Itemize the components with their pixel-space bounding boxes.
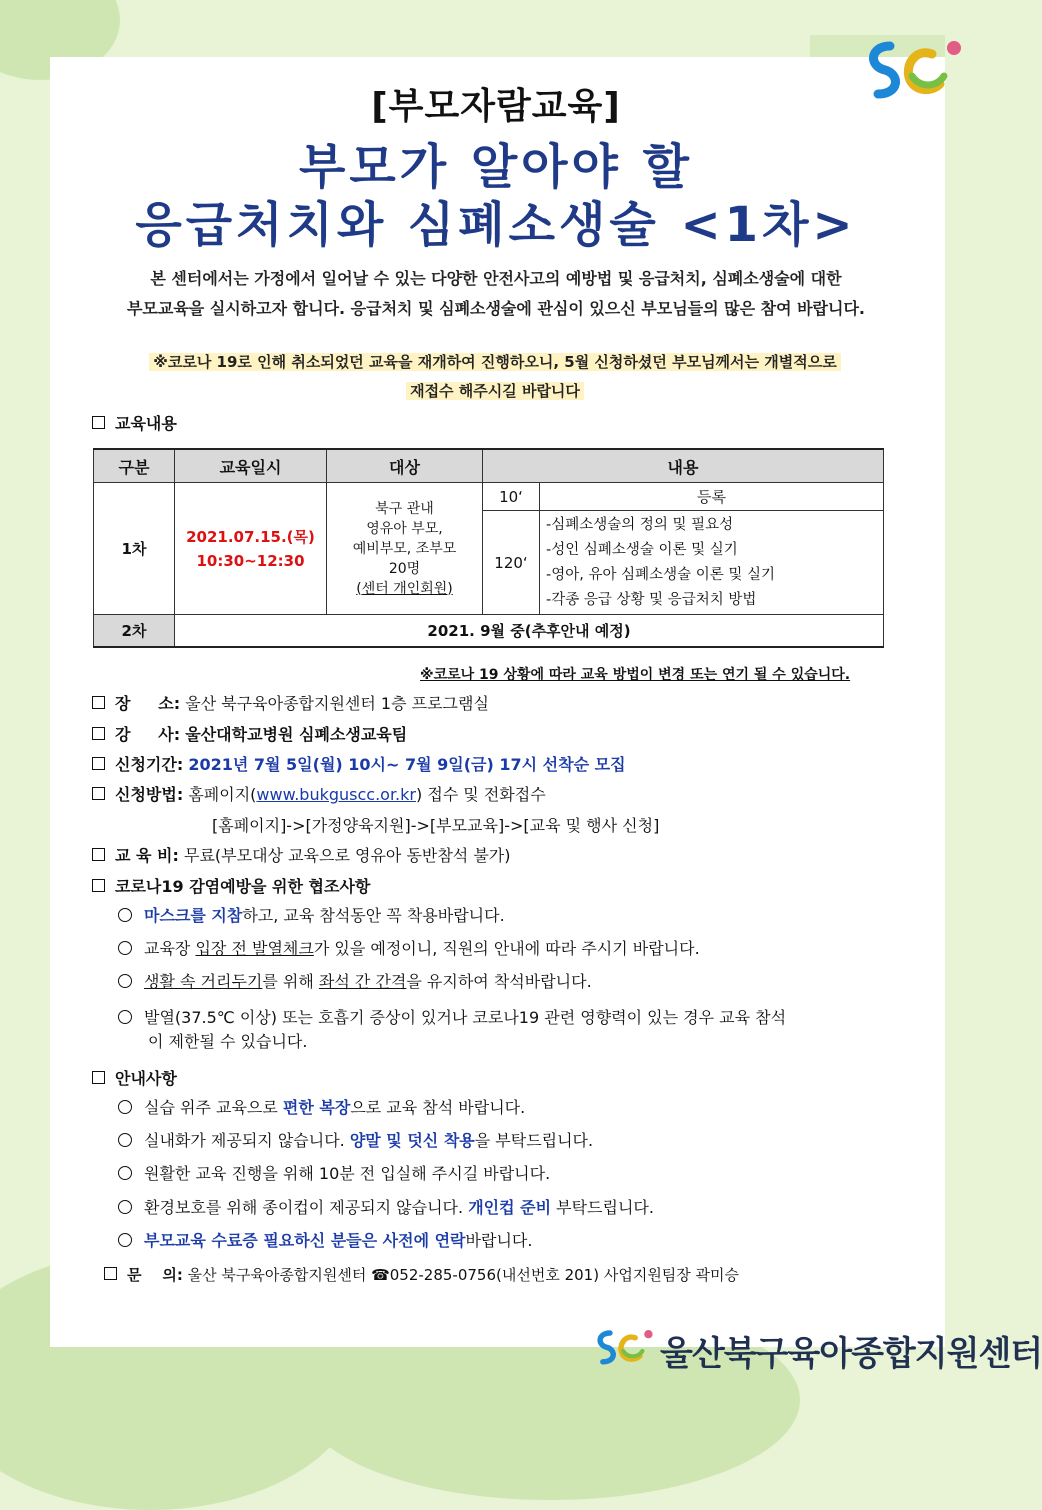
table-cell-items [540, 511, 884, 615]
table-cell-target [327, 483, 483, 615]
intro-line: 본 센터에서는 가정에서 일어날 수 있는 다양한 안전사고의 예방법 및 응급처치, 심폐소생술에 대한 [150, 269, 842, 288]
checkbox-icon [92, 696, 105, 709]
covid-bullet-cont: 이 제한될 수 있습니다. [148, 1032, 308, 1051]
circle-bullet-icon [118, 974, 132, 988]
page-title-line2: 응급처치와 심폐소생술 <1차> [135, 197, 857, 253]
covid-bullet: 발열(37.5℃ 이상) 또는 호흡기 증상이 있거나 코로나19 관련 영향력이 있는 경우 교육 참석 [118, 1006, 786, 1030]
covid-bullet: 마스크를 지참하고, 교육 참석동안 꼭 착용바랍니다. [118, 904, 505, 928]
footer-logo [592, 1320, 1042, 1380]
table-cell-duration: 120‘ [483, 511, 540, 615]
table-cell-date [175, 483, 327, 615]
checkbox-icon [92, 848, 105, 861]
target-line: 20명 [388, 560, 421, 577]
circle-bullet-icon [118, 1166, 132, 1180]
checkbox-icon [92, 416, 105, 429]
covid-bullet: 생활 속 거리두기를 위해 좌석 간 간격을 유지하여 착석바랍니다. [118, 970, 592, 994]
circle-bullet-icon [118, 1200, 132, 1214]
info-lecturer: 강 사: 울산대학교병원 심폐소생교육팀 [92, 722, 407, 745]
circle-bullet-icon [118, 1233, 132, 1247]
info-method-path: [홈페이지]->[가정양육지원]->[부모교육]->[교육 및 행사 신청] [212, 816, 660, 835]
checkbox-icon [92, 757, 105, 770]
target-line: (센터 개인회원) [356, 580, 453, 597]
table-header: 대상 [327, 449, 483, 483]
center-logo-icon [592, 1320, 658, 1376]
circle-bullet-icon [118, 1100, 132, 1114]
homepage-link[interactable]: www.bukguscc.or.kr [256, 785, 416, 804]
content-item: -심폐소생술의 정의 및 필요성 [546, 516, 734, 533]
info-method: 신청방법: 홈페이지(www.bukguscc.or.kr) 접수 및 전화접수 [92, 782, 546, 805]
date-text: 2021.07.15.(목) [186, 527, 315, 546]
guide-bullet: 부모교육 수료증 필요하신 분들은 사전에 연락바랍니다. [118, 1229, 532, 1253]
section-heading: 교육내용 [92, 411, 177, 434]
schedule-table [93, 448, 884, 648]
table-cell-item: 등록 [540, 483, 884, 511]
notice-line: 재접수 해주시길 바랍니다 [406, 382, 584, 400]
table-cell-round2: 2021. 9월 중(추후안내 예정) [175, 615, 884, 647]
table-cell-round: 1차 [94, 483, 175, 615]
content-item: -영아, 유아 심폐소생술 이론 및 실기 [546, 566, 775, 583]
guide-heading: 안내사항 [92, 1066, 177, 1089]
checkbox-icon [92, 1071, 105, 1084]
checkbox-icon [92, 727, 105, 740]
corona-notice [110, 348, 880, 406]
intro-text [90, 264, 902, 324]
info-period: 신청기간: 2021년 7월 5일(월) 10시~ 7월 9일(금) 17시 선착순 모집 [92, 752, 626, 775]
target-line: 영유아 부모, [366, 520, 443, 537]
checkbox-icon [104, 1267, 117, 1280]
guide-bullet: 환경보호를 위해 종이컵이 제공되지 않습니다. 개인컵 준비 부탁드립니다. [118, 1196, 654, 1220]
content-item: -각종 응급 상황 및 응급처치 방법 [546, 591, 757, 608]
page-subtitle: [부모자람교육] [371, 86, 621, 127]
info-fee: 교 육 비: 무료(부모대상 교육으로 영유아 동반참석 불가) [92, 843, 511, 866]
table-cell-duration: 10‘ [483, 483, 540, 511]
circle-bullet-icon [118, 941, 132, 955]
covid-heading: 코로나19 감염예방을 위한 협조사항 [92, 874, 370, 897]
checkbox-icon [92, 787, 105, 800]
footer-org-name: 울산북구육아종합지원센터 [660, 1334, 1042, 1374]
notice-line: ※코로나 19로 인해 취소되었던 교육을 재개하여 진행하오니, 5월 신청하셨던 부모님께서는 개별적으로 [149, 353, 840, 371]
content-item: -성인 심폐소생술 이론 및 실기 [546, 541, 738, 558]
time-text: 10:30~12:30 [196, 551, 305, 570]
guide-bullet: 실내화가 제공되지 않습니다. 양말 및 덧신 착용을 부탁드립니다. [118, 1129, 593, 1153]
table-cell-round: 2차 [94, 615, 175, 647]
target-line: 북구 관내 [375, 500, 434, 517]
guide-bullet: 실습 위주 교육으로 편한 복장으로 교육 참석 바랍니다. [118, 1096, 525, 1120]
circle-bullet-icon [118, 1133, 132, 1147]
info-place: 장 소: 울산 북구육아종합지원센터 1층 프로그램실 [92, 691, 489, 714]
table-header: 구분 [94, 449, 175, 483]
target-line: 예비부모, 조부모 [352, 540, 457, 557]
intro-line: 부모교육을 실시하고자 합니다. 응급처치 및 심폐소생술에 관심이 있으신 부모님들의 많은 참여 바랍니다. [126, 299, 866, 318]
table-note: ※코로나 19 상황에 따라 교육 방법이 변경 또는 연기 될 수 있습니다. [420, 667, 851, 683]
guide-bullet: 원활한 교육 진행을 위해 10분 전 입실해 주시길 바랍니다. [118, 1162, 550, 1186]
circle-bullet-icon [118, 1010, 132, 1024]
table-header: 교육일시 [175, 449, 327, 483]
table-header: 내용 [483, 449, 884, 483]
covid-bullet: 교육장 입장 전 발열체크가 있을 예정이니, 직원의 안내에 따라 주시기 바랍니다. [118, 937, 700, 961]
page-title-line1: 부모가 알아야 할 [299, 139, 693, 195]
circle-bullet-icon [118, 908, 132, 922]
checkbox-icon [92, 879, 105, 892]
contact-info: 문 의: 울산 북구육아종합지원센터 ☎052-285-0756(내선번호 201) 사업지원팀장 곽미승 [104, 1264, 739, 1285]
